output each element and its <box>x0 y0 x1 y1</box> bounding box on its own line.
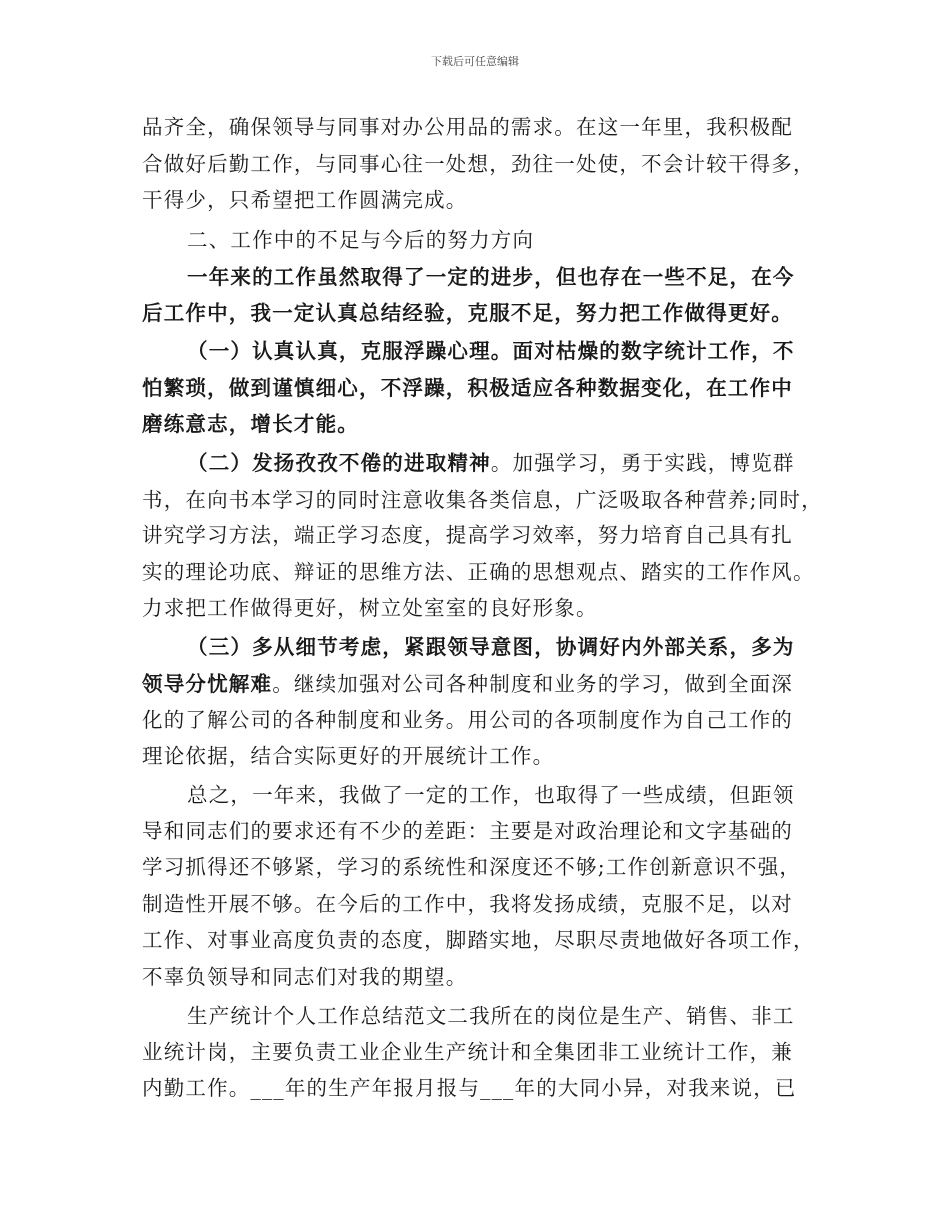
text-line: 怕繁琐，做到谨慎细心，不浮躁，积极适应各种数据变化，在工作中 <box>142 376 793 400</box>
text-line: 学习抓得还不够紧，学习的系统性和深度还不够;工作创新意识不强， <box>142 855 802 879</box>
text-line: 内勤工作。___年的生产年报月报与___年的大同小异，对我来说，已 <box>142 1076 797 1100</box>
text-line: 实的理论功底、辩证的思维方法、正确的思想观点、踏实的工作作风。 <box>142 560 815 584</box>
text-line: 制造性开展不够。在今后的工作中，我将发扬成绩，克服不足，以对 <box>142 892 793 916</box>
text-line: 书，在向书本学习的同时注意收集各类信息，广泛吸取各种营养;同时， <box>142 488 823 512</box>
text-line: 合做好后勤工作，与同事心往一处想，劲往一处使，不会计较干得多， <box>142 152 815 176</box>
text-line: 品齐全，确保领导与同事对办公用品的需求。在这一年里，我积极配 <box>142 115 793 139</box>
text-line: 后工作中，我一定认真总结经验，克服不足，努力把工作做得更好。 <box>142 301 793 325</box>
text-line: 讲究学习方法，端正学习态度，提高学习效率，努力培育自己具有扎 <box>142 523 793 547</box>
bold-heading: （二）发扬孜孜不倦的进取精神 <box>187 451 491 475</box>
text-line: 化的了解公司的各种制度和业务。用公司的各项制度作为自己工作的 <box>142 708 793 732</box>
section-heading: 二、工作中的不足与今后的努力方向 <box>187 228 535 252</box>
text-span: 。继续加强对公司各种制度和业务的学习，做到全面深 <box>272 672 794 696</box>
text-line: 一年来的工作虽然取得了一定的进步，但也存在一些不足，在今 <box>187 265 795 289</box>
text-line: （一）认真认真，克服浮躁心理。面对枯燥的数字统计工作，不 <box>187 339 795 363</box>
text-line: 不辜负领导和同志们对我的期望。 <box>142 965 468 989</box>
text-line: 生产统计个人工作总结范文二我所在的岗位是生产、销售、非工 <box>187 1004 795 1028</box>
bold-heading: 领导分忧解难 <box>142 672 273 696</box>
text-line: 总之，一年来，我做了一定的工作，也取得了一些成绩，但距领 <box>187 783 795 807</box>
text-line: 工作、对事业高度负责的态度，脚踏实地，尽职尽责地做好各项工作， <box>142 928 815 952</box>
text-line: 导和同志们的要求还有不少的差距：主要是对政治理论和文字基础的 <box>142 819 793 843</box>
text-line: 磨练意志，增长才能。 <box>142 412 359 436</box>
text-line <box>187 450 822 476</box>
text-line: 干得少，只希望把工作圆满完成。 <box>142 188 468 212</box>
text-line: （三）多从细节考虑，紧跟领导意图，协调好内外部关系，多为 <box>187 635 795 659</box>
text-line: 力求把工作做得更好，树立处室室的良好形象。 <box>142 596 598 620</box>
text-line: 理论依据，结合实际更好的开展统计工作。 <box>142 744 555 768</box>
page-header: 下载后可任意编辑 <box>431 55 519 68</box>
text-line: 业统计岗，主要负责工业企业生产统计和全集团非工业统计工作，兼 <box>142 1040 793 1064</box>
text-span: 。加强学习，勇于实践，博览群 <box>490 451 795 475</box>
text-line <box>142 671 822 697</box>
